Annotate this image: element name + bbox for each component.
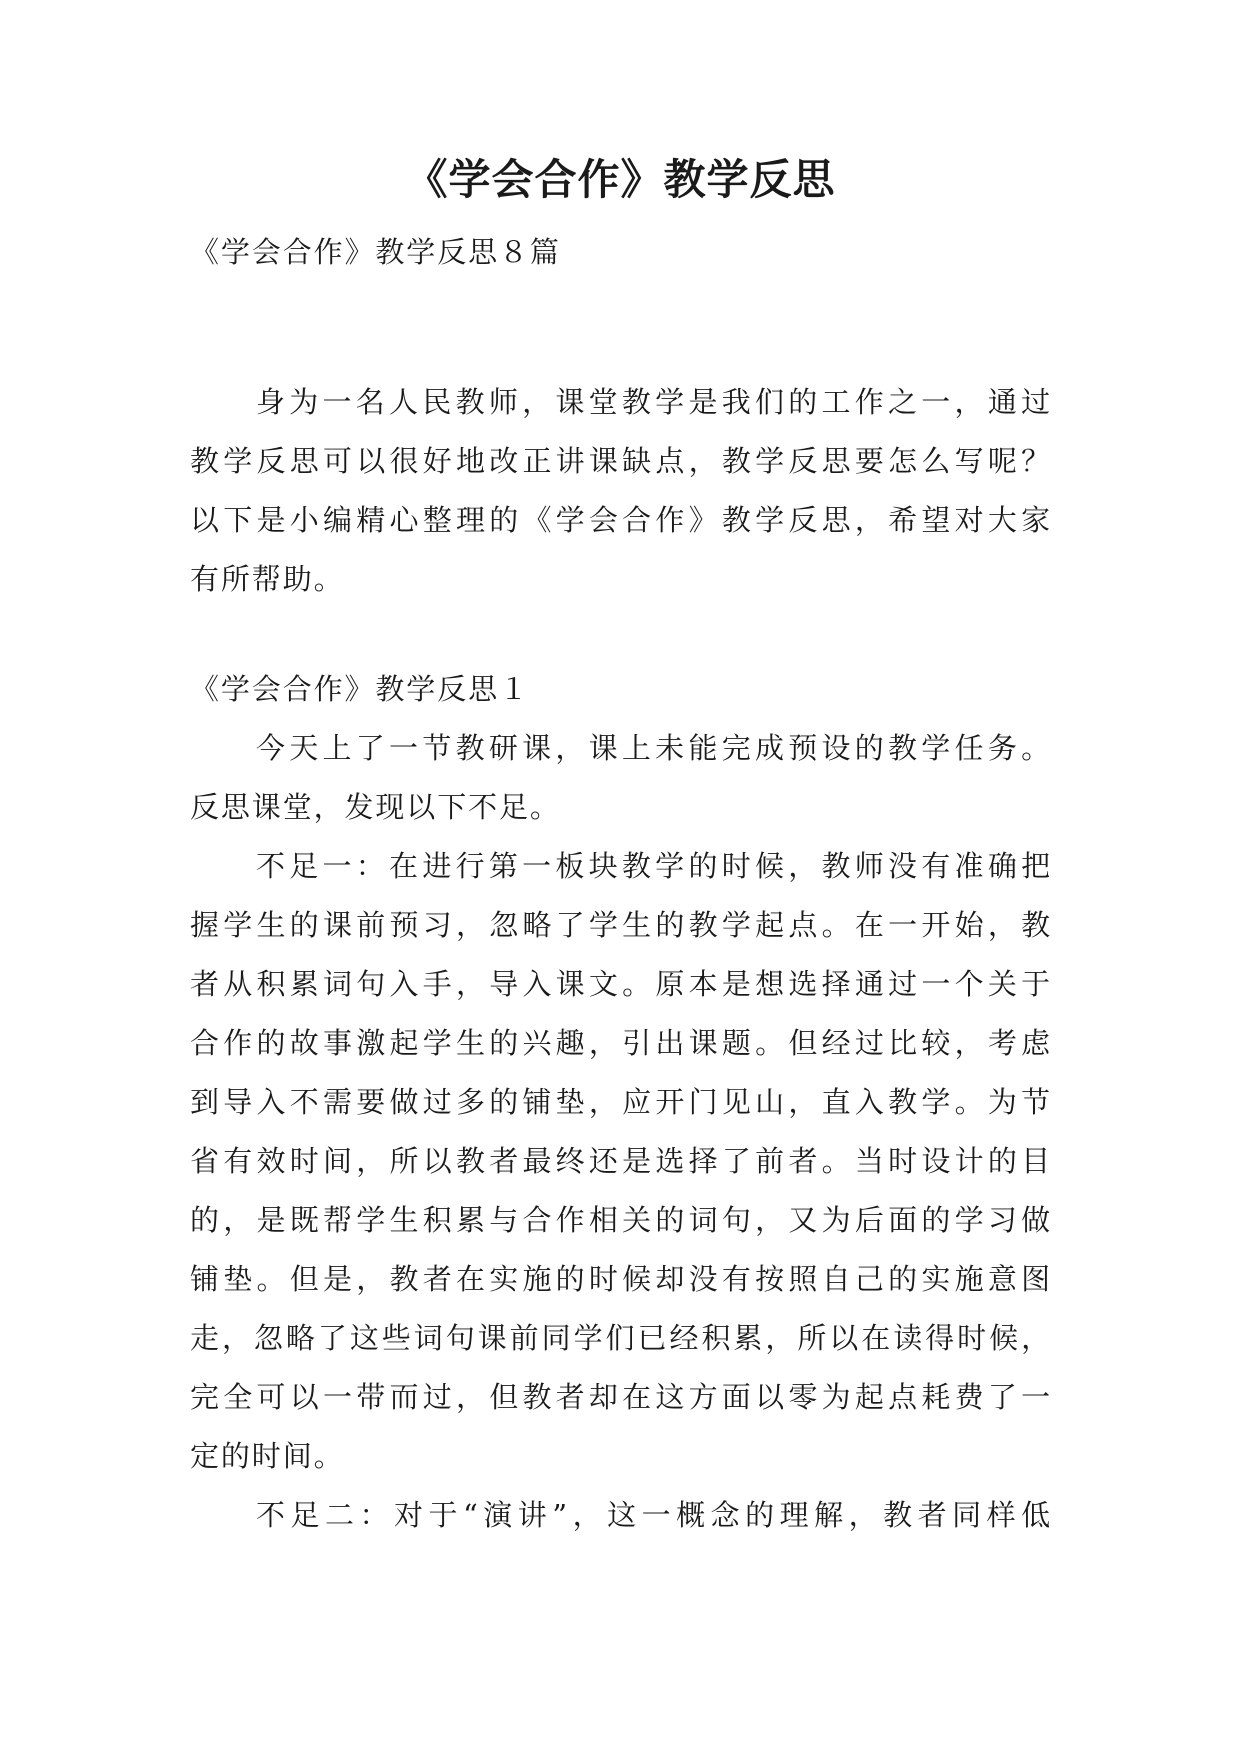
- body-text-line: 铺垫。但是，教者在实施的时候却没有按照自己的实施意图: [190, 1262, 1052, 1296]
- body-text-line: 者从积累词句入手，导入课文。原本是想选择通过一个关于: [190, 967, 1052, 1001]
- body-text-line: 身为一名人民教师，课堂教学是我们的工作之一，通过: [256, 385, 1052, 419]
- body-text-line: 握学生的课前预习，忽略了学生的教学起点。在一开始，教: [190, 908, 1052, 942]
- body-text-line: 到导入不需要做过多的铺垫，应开门见山，直入教学。为节: [190, 1085, 1052, 1119]
- body-text-line: 走，忽略了这些词句课前同学们已经积累，所以在读得时候，: [190, 1321, 1052, 1355]
- body-text-line: 以下是小编精心整理的《学会合作》教学反思，希望对大家: [190, 503, 1052, 537]
- body-text-line: 今天上了一节教研课，课上未能完成预设的教学任务。: [256, 731, 1052, 765]
- body-text-line: 合作的故事激起学生的兴趣，引出课题。但经过比较，考虑: [190, 1026, 1052, 1060]
- body-text-line: 定的时间。: [190, 1439, 345, 1473]
- document-title: 《学会合作》教学反思: [405, 155, 836, 204]
- body-text-line: 完全可以一带而过，但教者却在这方面以零为起点耗费了一: [190, 1380, 1052, 1414]
- body-text-line: 不足二：对于“演讲”，这一概念的理解，教者同样低: [256, 1498, 1052, 1532]
- body-text-line: 省有效时间，所以教者最终还是选择了前者。当时设计的目: [190, 1144, 1052, 1178]
- body-text-line: 反思课堂，发现以下不足。: [190, 790, 561, 824]
- body-text-line: 《学会合作》教学反思１: [190, 672, 530, 706]
- body-text-line: 《学会合作》教学反思８篇: [190, 235, 561, 269]
- body-text-line: 的，是既帮学生积累与合作相关的词句，又为后面的学习做: [190, 1203, 1052, 1237]
- body-text-line: 不足一：在进行第一板块教学的时候，教师没有准确把: [256, 849, 1052, 883]
- body-text-line: 教学反思可以很好地改正讲课缺点，教学反思要怎么写呢？: [190, 444, 1052, 478]
- body-text-line: 有所帮助。: [190, 562, 345, 596]
